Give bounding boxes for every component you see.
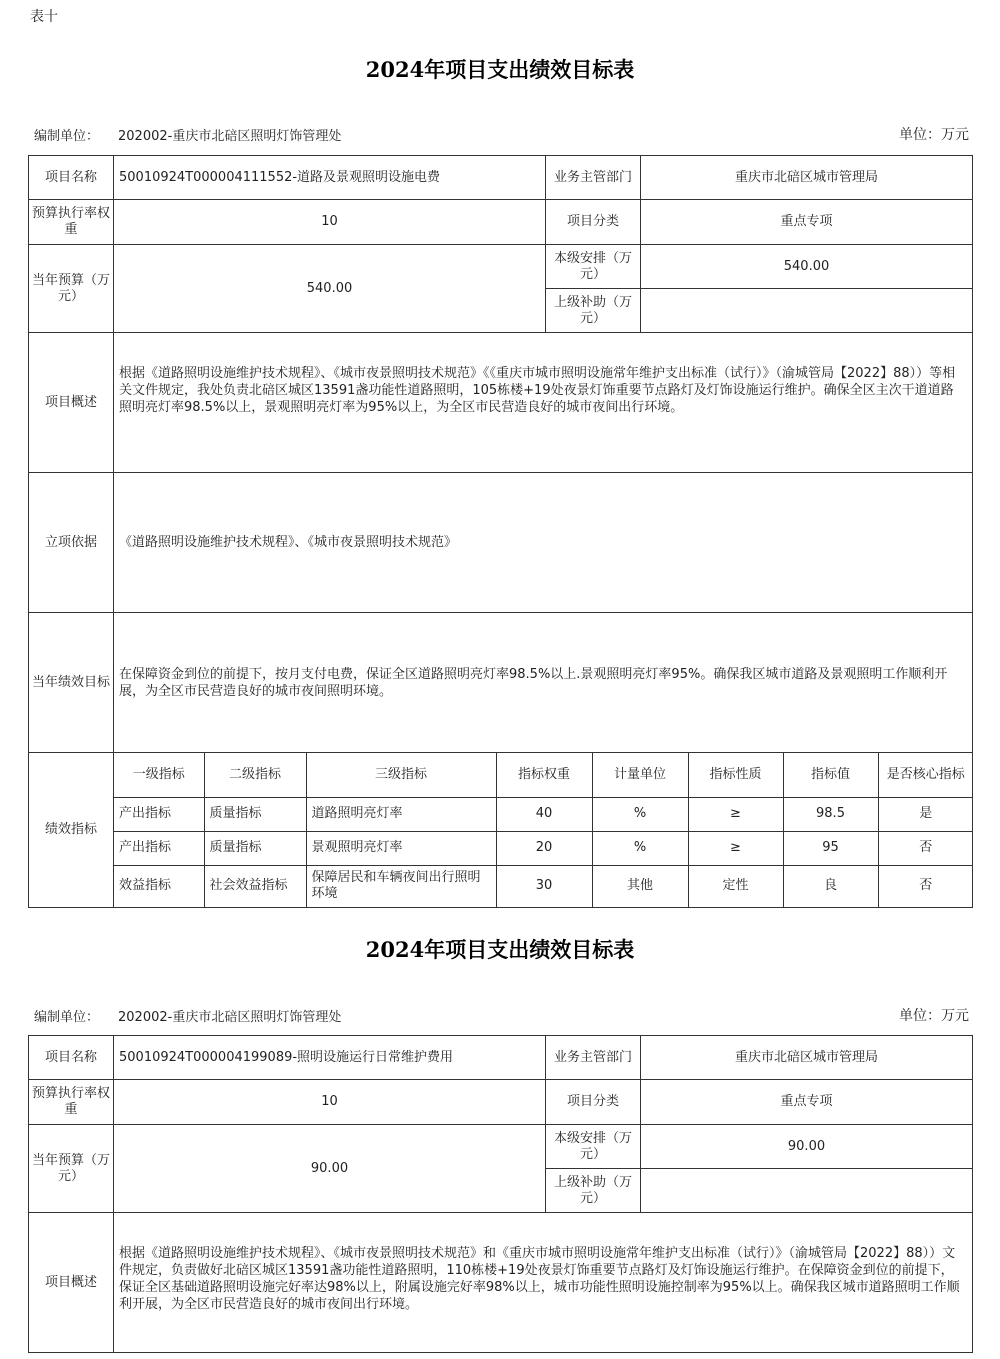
- overview-label: 项目概述: [29, 1213, 114, 1353]
- row-level1: 效益指标: [114, 865, 204, 907]
- category-label: 项目分类: [546, 1080, 641, 1125]
- row-level2: 社会效益指标: [204, 865, 306, 907]
- local-label: 本级安排（万元）: [546, 245, 641, 289]
- row-level2: 质量指标: [204, 831, 306, 865]
- dept: 重庆市北碚区城市管理局: [641, 156, 973, 200]
- project-name-label: 项目名称: [29, 1036, 114, 1080]
- table-number-label: 表十: [30, 9, 58, 25]
- dept: 重庆市北碚区城市管理局: [641, 1036, 973, 1080]
- header-nature: 指标性质: [688, 753, 783, 797]
- indicator-label: 绩效指标: [29, 753, 114, 908]
- row-level1: 产出指标: [114, 831, 204, 865]
- upper-label: 上级补助（万元）: [546, 1169, 641, 1213]
- budget: 90.00: [114, 1125, 546, 1213]
- weight-label: 预算执行率权重: [29, 200, 114, 245]
- row-level3: 保障居民和车辆夜间出行照明环境: [306, 865, 496, 907]
- table-2-title: 2024年项目支出绩效目标表: [365, 937, 635, 962]
- goal-label: 当年绩效目标: [29, 613, 114, 753]
- overview: 根据《道路照明设施维护技术规程》、《城市夜景照明技术规范》《《重庆市城市照明设施常年维护支出标准（试行）》（渝城管局【2022】88））等相关文件规定，我处负责北碚区城区13591盏功能性道路照明，105栋楼+19处夜景灯饰重要节点路灯及灯饰设施运行维护。确保全区主次干道道路照明亮灯率98.5%以上，景观照明亮灯率为95%以上，为全区市民营造良好的城市夜间出行环境。: [114, 333, 973, 473]
- table-1-unit-label: 编制单位：: [34, 129, 100, 144]
- row-value: 95: [783, 831, 878, 865]
- row-value: 98.5: [783, 797, 878, 831]
- upper: [641, 289, 973, 333]
- project-name: 50010924T000004111552-道路及景观照明设施电费: [114, 156, 546, 200]
- row-nature: 定性: [688, 865, 783, 907]
- project-name-label: 项目名称: [29, 156, 114, 200]
- row-nature: ≥: [688, 797, 783, 831]
- budget: 540.00: [114, 245, 546, 333]
- indicator-cell: [114, 753, 973, 908]
- indicator-header-row: [114, 753, 973, 797]
- category-label: 项目分类: [546, 200, 641, 245]
- row-nature: ≥: [688, 831, 783, 865]
- table-row: [114, 797, 973, 831]
- row-unit: 其他: [592, 865, 688, 907]
- row-level1: 产出指标: [114, 797, 204, 831]
- dept-label: 业务主管部门: [546, 1036, 641, 1080]
- basis-label: 立项依据: [29, 473, 114, 613]
- budget-label: 当年预算（万元）: [29, 245, 114, 333]
- row-core: 否: [878, 831, 973, 865]
- table-1: [28, 155, 973, 908]
- header-value: 指标值: [783, 753, 878, 797]
- table-2: [28, 1035, 973, 1353]
- indicator-table: [114, 753, 973, 907]
- row-level3: 道路照明亮灯率: [306, 797, 496, 831]
- overview-label: 项目概述: [29, 333, 114, 473]
- category: 重点专项: [641, 1080, 973, 1125]
- overview: 根据《道路照明设施维护技术规程》、《城市夜景照明技术规范》和《重庆市城市照明设施常年维护支出标准（试行）》（渝城管局【2022】88））文件规定，负责做好北碚区城区13591盏功能性道路照明，110栋楼+19处夜景灯饰重要节点路灯及灯饰设施运行维护。在保障资金到位的前提下，保证全区基础道路照明设施完好率达98%以上，附属设施完好率98%以上，城市功能性照明设施控制率为95%以上。确保我区城市道路照明工作顺利开展，为全区市民营造良好的城市夜间出行环境。: [114, 1213, 973, 1353]
- row-level2: 质量指标: [204, 797, 306, 831]
- row-level3: 景观照明亮灯率: [306, 831, 496, 865]
- row-core: 否: [878, 865, 973, 907]
- header-level3: 三级指标: [306, 753, 496, 797]
- row-weight: 30: [496, 865, 592, 907]
- header-level1: 一级指标: [114, 753, 204, 797]
- dept-label: 业务主管部门: [546, 156, 641, 200]
- row-core: 是: [878, 797, 973, 831]
- weight: 10: [114, 200, 546, 245]
- local-label: 本级安排（万元）: [546, 1125, 641, 1169]
- local: 90.00: [641, 1125, 973, 1169]
- goal: 在保障资金到位的前提下，按月支付电费，保证全区道路照明亮灯率98.5%以上.景观照明亮灯率95%。确保我区城市道路及景观照明工作顺利开展，为全区市民营造良好的城市夜间照明环境。: [114, 613, 973, 753]
- table-2-currency: 单位：万元: [899, 1008, 969, 1024]
- weight-label: 预算执行率权重: [29, 1080, 114, 1125]
- table-row: [114, 865, 973, 907]
- header-core: 是否核心指标: [878, 753, 973, 797]
- upper: [641, 1169, 973, 1213]
- header-level2: 二级指标: [204, 753, 306, 797]
- header-weight: 指标权重: [496, 753, 592, 797]
- table-2-unit-label: 编制单位：: [34, 1010, 100, 1025]
- category: 重点专项: [641, 200, 973, 245]
- budget-label: 当年预算（万元）: [29, 1125, 114, 1213]
- table-1-title: 2024年项目支出绩效目标表: [365, 57, 635, 82]
- table-2-unit-value: 202002-重庆市北碚区照明灯饰管理处: [118, 1010, 342, 1025]
- table-1-unit-value: 202002-重庆市北碚区照明灯饰管理处: [118, 129, 342, 144]
- basis: 《道路照明设施维护技术规程》、《城市夜景照明技术规范》: [114, 473, 973, 613]
- weight: 10: [114, 1080, 546, 1125]
- row-unit: %: [592, 831, 688, 865]
- header-unit: 计量单位: [592, 753, 688, 797]
- local: 540.00: [641, 245, 973, 289]
- row-value: 良: [783, 865, 878, 907]
- row-unit: %: [592, 797, 688, 831]
- row-weight: 40: [496, 797, 592, 831]
- table-row: [114, 831, 973, 865]
- row-weight: 20: [496, 831, 592, 865]
- table-1-currency: 单位：万元: [899, 127, 969, 143]
- upper-label: 上级补助（万元）: [546, 289, 641, 333]
- project-name: 50010924T000004199089-照明设施运行日常维护费用: [114, 1036, 546, 1080]
